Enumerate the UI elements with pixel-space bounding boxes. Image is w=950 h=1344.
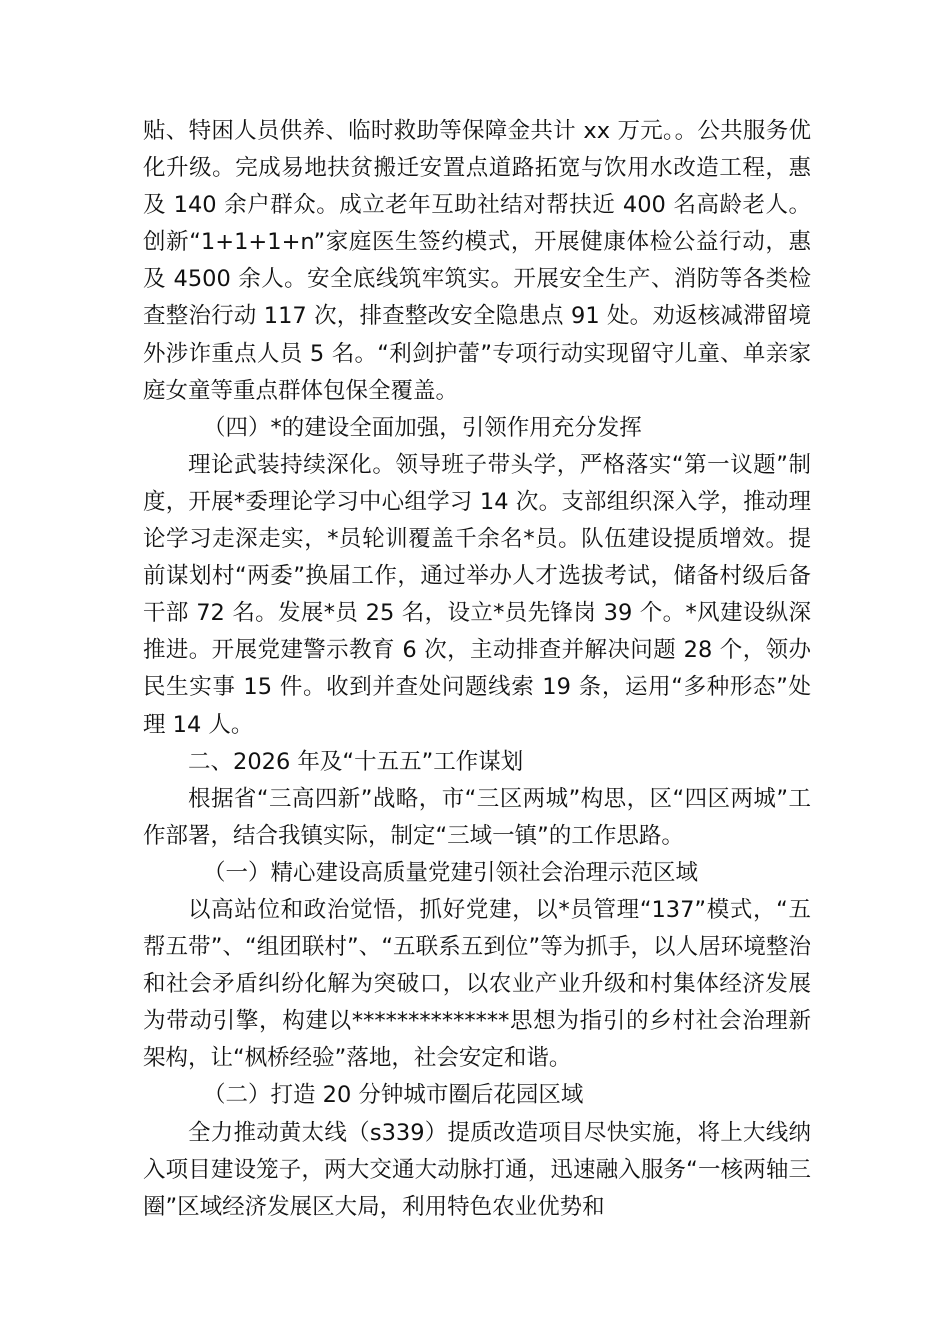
document-body (143, 113, 811, 1226)
section-heading-2: （二）打造 20 分钟城市圈后花园区域 (203, 1082, 584, 1109)
section-heading-4: （四）*的建设全面加强，引领作用充分发挥 (203, 414, 642, 441)
section-heading-1: （一）精心建设高质量党建引领社会治理示范区域 (203, 859, 699, 886)
paragraph-city-circle: 全力推动黄太线（s339）提质改造项目尽快实施，将上大线纳入项目建设笼子，两大交通大动脉打通，迅速融入服务“一核两轴三圈”区域经济发展区大局，利用特色农业优势和 (143, 1119, 811, 1220)
paragraph-continuation: 贴、特困人员供养、临时救助等保障金共计 xx 万元。。公共服务优化升级。完成易地扶贫搬迁安置点道路拓宽与饮用水改造工程，惠及 140 余户群众。成立老年互助社结对帮扶近 400 名高龄老人。创新“1+1+1+n”家庭医生签约模式，开展健康体检公益行动，惠及 4500 余人。安全底线筑牢筑实。开展安全生产、消防等各类检查整治行动 117 次，排查整改安全隐患点 91 处。劝返核减滞留境外涉诈重点人员 5 名。“利剑护蕾”专项行动实现留守儿童、单亲家庭女童等重点群体包保全覆盖。 (143, 118, 811, 404)
paragraph-governance: 以高站位和政治觉悟，抓好党建，以*员管理“137”模式，“五帮五带”、“组团联村”、“五联系五到位”等为抓手，以人居环境整治和社会矛盾纠纷化解为突破口，以农业产业升级和村集体经济发展为带动引擎，构建以**************思想为指引的乡村社会治理新架构，让“枫桥经验”落地，社会安定和谐。 (143, 896, 811, 1072)
paragraph-strategy: 根据省“三高四新”战略，市“三区两城”构思，区“四区两城”工作部署，结合我镇实际，制定“三域一镇”的工作思路。 (143, 785, 811, 849)
chapter-heading-2: 二、2026 年及“十五五”工作谋划 (188, 748, 524, 775)
paragraph-theory: 理论武装持续深化。领导班子带头学，严格落实“第一议题”制度，开展*委理论学习中心组学习 14 次。支部组织深入学，推动理论学习走深走实，*员轮训覆盖千余名*员。队伍建设提质增效。提前谋划村“两委”换届工作，通过举办人才选拔考试，储备村级后备干部 72 名。发展*员 25 名，设立*员先锋岗 39 个。*风建设纵深推进。开展党建警示教育 6 次，主动排查并解决问题 28 个，领办民生实事 15 件。收到并查处问题线索 19 条，运用“多种形态”处理 14 人。 (143, 451, 811, 738)
